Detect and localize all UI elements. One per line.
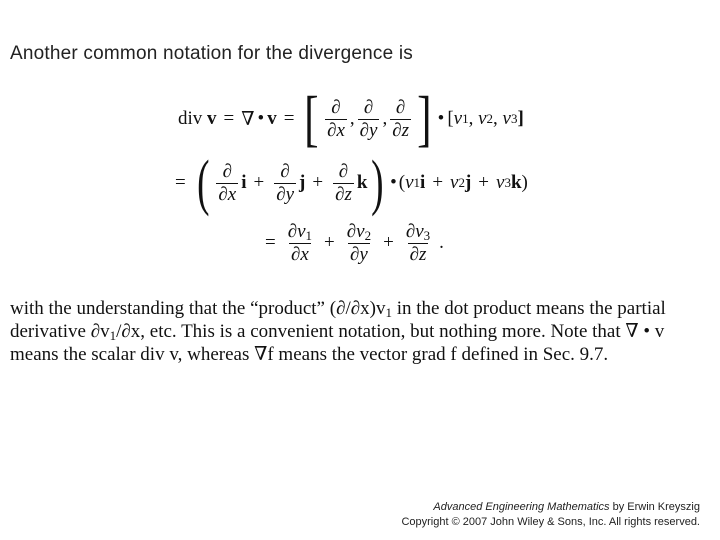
- partial-v2-y-fraction: $\frac{\partial v_2}{\partial y}$: [346, 221, 372, 265]
- equals-sign: =: [283, 108, 295, 129]
- equals-sign: =: [223, 108, 235, 129]
- unit-vector-k: k: [356, 172, 368, 193]
- intro-text: Another common notation for the divergence is: [10, 43, 413, 64]
- partial-x-fraction: $\frac{\partial}{\partial x}$: [327, 96, 345, 141]
- nabla-symbol: ∇: [241, 108, 255, 130]
- vector-v: v: [207, 108, 217, 129]
- explanation-paragraph: [10, 297, 712, 366]
- paragraph-line-3: means the scalar div v, whereas ∇f means the vector grad f defined in Sec. 9.7.: [10, 344, 609, 365]
- partial-y-fraction: $\frac{\partial}{\partial y}$: [276, 160, 295, 205]
- paragraph-line-2: derivative $\partial v_1/\partial x$, etc. This is a convenient notation, but nothing more. Note that ∇ • v: [10, 321, 665, 343]
- partial-z-fraction: $\frac{\partial}{\partial z}$: [335, 160, 352, 205]
- equals-sign: =: [265, 232, 276, 254]
- div-operator: div: [178, 108, 203, 129]
- dot-operator: •: [257, 108, 265, 129]
- book-title: Advanced Engineering Mathematics: [433, 501, 610, 513]
- paragraph-line-1: with the understanding that the “product” $(\partial/\partial x)v_1$ in the dot product means the partial: [10, 298, 666, 320]
- unit-vector-j: j: [299, 172, 306, 193]
- partial-v1-x-fraction: $\frac{\partial v_1}{\partial x}$: [287, 221, 313, 265]
- left-bracket: [: [304, 85, 319, 153]
- right-paren: ): [371, 149, 384, 217]
- partial-z-fraction: $\frac{\partial}{\partial z}$: [392, 96, 410, 141]
- right-bracket: ]: [417, 85, 432, 153]
- copyright-line: Copyright © 2007 John Wiley & Sons, Inc. All rights reserved.: [401, 516, 700, 528]
- copyright-footer: [401, 500, 700, 530]
- left-paren: (: [196, 149, 210, 217]
- equation-line-2: = ( $\frac{\partial}{\partial x}$ i + $\frac{\partial}{\partial y}$ j + $\frac{\partial}{\partial z}$ k ) • ( v 1 i + v 2 j + v 3 k ): [175, 149, 528, 217]
- partial-x-fraction: $\frac{\partial}{\partial x}$: [218, 160, 237, 205]
- dot-operator: •: [437, 108, 445, 129]
- unit-vector-i: i: [241, 172, 247, 193]
- equation-line-3: = $\frac{\partial v_1}{\partial x}$ + $\frac{\partial v_2}{\partial y}$ + $\frac{\partial v_3}{\partial z}$ .: [265, 221, 444, 265]
- partial-v3-z-fraction: $\frac{\partial v_3}{\partial z}$: [405, 221, 431, 265]
- author: by Erwin Kreyszig: [609, 501, 700, 513]
- equals-sign: =: [175, 172, 186, 193]
- vector-v: v: [267, 108, 277, 129]
- dot-operator: •: [390, 172, 397, 193]
- partial-y-fraction: $\frac{\partial}{\partial y}$: [359, 96, 378, 141]
- equation-line-1: div v = ∇ • v = [ $\frac{\partial}{\partial x}$ , $\frac{\partial}{\partial y}$ , $\frac{\partial}{\partial z}$ ] • [ v 1 , v 2 , v 3 ]: [178, 85, 524, 153]
